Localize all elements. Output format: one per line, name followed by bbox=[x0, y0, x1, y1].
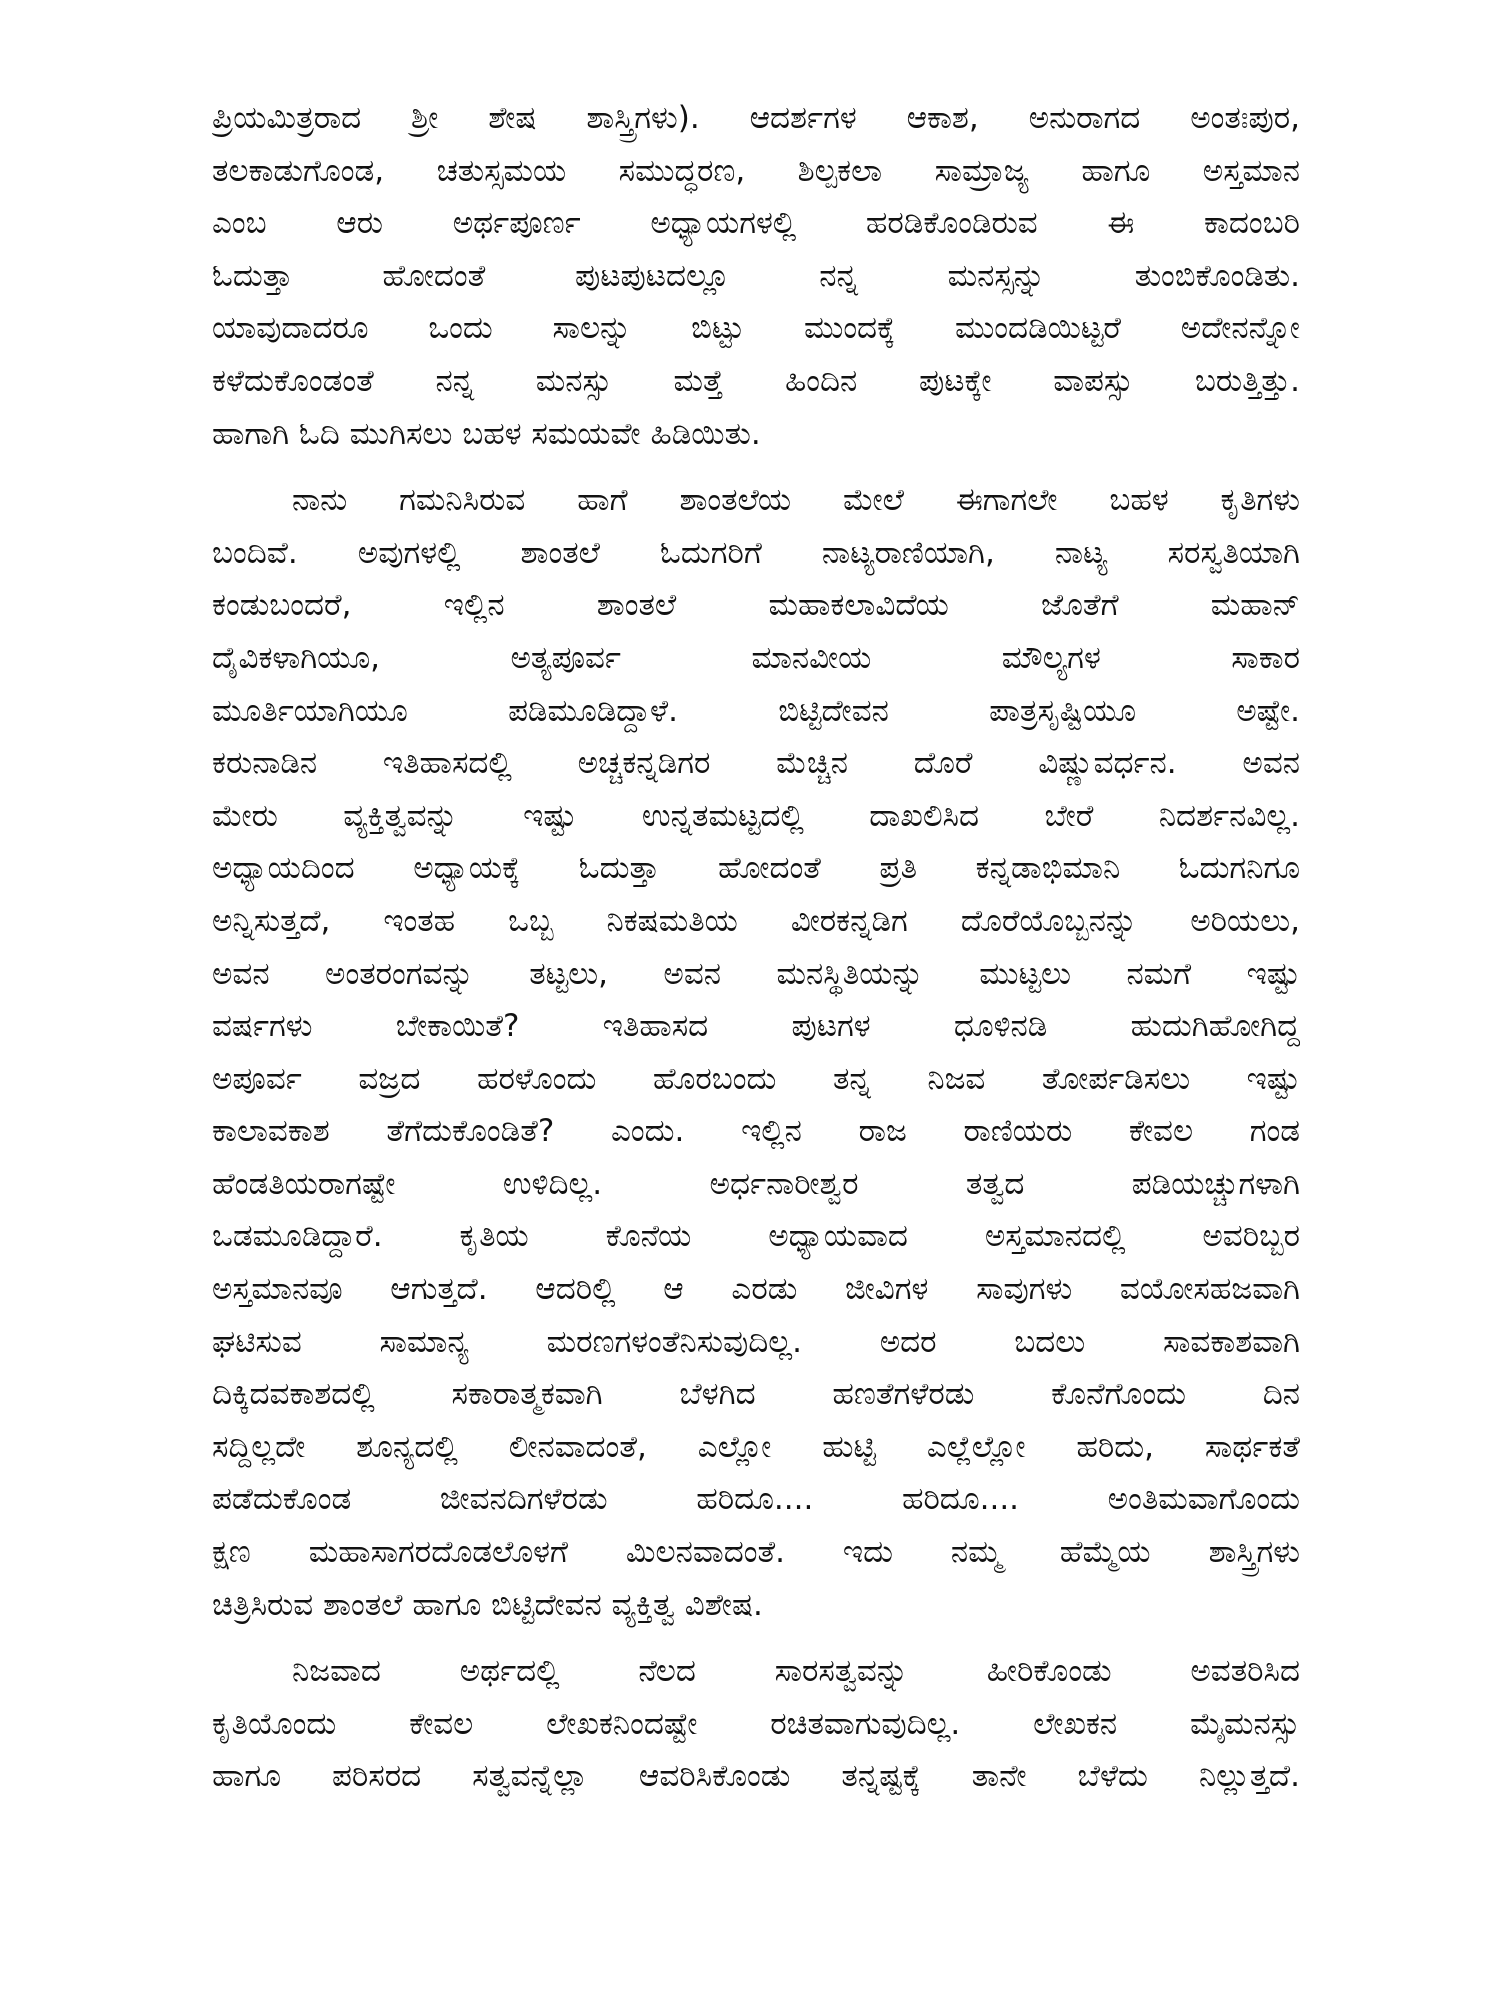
paragraph-1-line: ಪ್ರಿಯಮಿತ್ರರಾದ ಶ್ರೀ ಶೇಷ ಶಾಸ್ತ್ರಿಗಳು). ಆದರ್ಶಗಳ ಆಕಾಶ, ಅನುರಾಗದ ಅಂತಃಪುರ, bbox=[212, 100, 1300, 136]
paragraph-2-line: ಒಡಮೂಡಿದ್ದಾರೆ. ಕೃತಿಯ ಕೊನೆಯ ಅಧ್ಯಾಯವಾದ ಅಸ್ತಮಾನದಲ್ಲಿ ಅವರಿಬ್ಬರ bbox=[212, 1218, 1300, 1255]
paragraph-2-line: ಮೇರು ವ್ಯಕ್ತಿತ್ವವನ್ನು ಇಷ್ಟು ಉನ್ನತಮಟ್ಟದಲ್ಲಿ ದಾಖಲಿಸಿದ ಬೇರೆ ನಿದರ್ಶನವಿಲ್ಲ. bbox=[212, 797, 1300, 834]
paragraph-3-line: ಹಾಗೂ ಪರಿಸರದ ಸತ್ವವನ್ನೆಲ್ಲಾ ಆವರಿಸಿಕೊಂಡು ತನ್ನಷ್ಟಕ್ಕೆ ತಾನೇ ಬೆಳೆದು ನಿಲ್ಲುತ್ತದೆ. bbox=[212, 1758, 1300, 1795]
paragraph-3-line: ಕೃತಿಯೊಂದು ಕೇವಲ ಲೇಖಕನಿಂದಷ್ಟೇ ರಚಿತವಾಗುವುದಿಲ್ಲ. ಲೇಖಕನ ಮೈಮನಸ್ಸು bbox=[212, 1705, 1300, 1742]
paragraph-2-line: ಕಂಡುಬಂದರೆ, ಇಲ್ಲಿನ ಶಾಂತಲೆ ಮಹಾಕಲಾವಿದೆಯ ಜೊತೆಗೆ ಮಹಾನ್ bbox=[212, 587, 1300, 624]
paragraph-2-line: ಹೆಂಡತಿಯರಾಗಷ್ಟೇ ಉಳಿದಿಲ್ಲ. ಅರ್ಧನಾರೀಶ್ವರ ತತ್ವದ ಪಡಿಯಚ್ಚುಗಳಾಗಿ bbox=[212, 1165, 1300, 1202]
paragraph-2-line: ಕರುನಾಡಿನ ಇತಿಹಾಸದಲ್ಲಿ ಅಚ್ಚಕನ್ನಡಿಗರ ಮೆಚ್ಚಿನ ದೊರೆ ವಿಷ್ಣುವರ್ಧನ. ಅವನ bbox=[212, 745, 1300, 782]
paragraph-1-line: ಓದುತ್ತಾ ಹೋದಂತೆ ಪುಟಪುಟದಲ್ಲೂ ನನ್ನ ಮನಸ್ಸನ್ನು ತುಂಬಿಕೊಂಡಿತು. bbox=[212, 257, 1300, 294]
paragraph-1-line: ಯಾವುದಾದರೂ ಒಂದು ಸಾಲನ್ನು ಬಿಟ್ಟು ಮುಂದಕ್ಕೆ ಮುಂದಡಿಯಿಟ್ಟರೆ ಅದೇನನ್ನೋ bbox=[212, 310, 1300, 347]
paragraph-gap bbox=[212, 1631, 1300, 1645]
paragraph-2-line: ಅವನ ಅಂತರಂಗವನ್ನು ತಟ್ಟಲು, ಅವನ ಮನಸ್ಥಿತಿಯನ್ನು ಮುಟ್ಟಲು ನಮಗೆ ಇಷ್ಟು bbox=[212, 955, 1300, 992]
paragraph-2-line: ಕ್ಷಣ ಮಹಾಸಾಗರದೊಡಲೊಳಗೆ ಮಿಲನವಾದಂತೆ. ಇದು ನಮ್ಮ ಹೆಮ್ಮೆಯ ಶಾಸ್ತ್ರಿಗಳು bbox=[212, 1534, 1300, 1571]
paragraph-2-line: ಪಡೆದುಕೊಂಡ ಜೀವನದಿಗಳೆರಡು ಹರಿದೂ.... ಹರಿದೂ.... ಅಂತಿಮವಾಗೊಂದು bbox=[212, 1481, 1300, 1518]
paragraph-2-line: ದಿಕ್ಕಿದವಕಾಶದಲ್ಲಿ ಸಕಾರಾತ್ಮಕವಾಗಿ ಬೆಳಗಿದ ಹಣತೆಗಳೆರಡು ಕೊನೆಗೊಂದು ದಿನ bbox=[212, 1376, 1300, 1413]
paragraph-1-line: ಎಂಬ ಆರು ಅರ್ಥಪೂರ್ಣ ಅಧ್ಯಾಯಗಳಲ್ಲಿ ಹರಡಿಕೊಂಡಿರುವ ಈ ಕಾದಂಬರಿ bbox=[212, 205, 1300, 242]
paragraph-2-line: ನಾನು ಗಮನಿಸಿರುವ ಹಾಗೆ ಶಾಂತಲೆಯ ಮೇಲೆ ಈಗಾಗಲೇ ಬಹಳ ಕೃತಿಗಳು bbox=[292, 482, 1300, 519]
paragraph-1-line: ಹಾಗಾಗಿ ಓದಿ ಮುಗಿಸಲು ಬಹಳ ಸಮಯವೇ ಹಿಡಿಯಿತು. bbox=[212, 415, 761, 452]
paragraph-2-line: ಸದ್ದಿಲ್ಲದೇ ಶೂನ್ಯದಲ್ಲಿ ಲೀನವಾದಂತೆ, ಎಲ್ಲೋ ಹುಟ್ಟಿ ಎಲ್ಲೆಲ್ಲೋ ಹರಿದು, ಸಾರ್ಥಕತೆ bbox=[212, 1428, 1300, 1465]
paragraph-2-line: ಅಸ್ತಮಾನವೂ ಆಗುತ್ತದೆ. ಆದರಿಲ್ಲಿ ಆ ಎರಡು ಜೀವಿಗಳ ಸಾವುಗಳು ವಯೋಸಹಜವಾಗಿ bbox=[212, 1271, 1300, 1308]
paragraph-1-line: ತಲಕಾಡುಗೊಂಡ, ಚತುಸ್ಸಮಯ ಸಮುದ್ಧರಣ, ಶಿಲ್ಪಕಲಾ ಸಾಮ್ರಾಜ್ಯ ಹಾಗೂ ಅಸ್ತಮಾನ bbox=[212, 152, 1300, 189]
paragraph-2-line: ಘಟಿಸುವ ಸಾಮಾನ್ಯ ಮರಣಗಳಂತೆನಿಸುವುದಿಲ್ಲ. ಅದರ ಬದಲು ಸಾವಕಾಶವಾಗಿ bbox=[212, 1323, 1300, 1360]
paragraph-2-line: ದೈವಿಕಳಾಗಿಯೂ, ಅತ್ಯಪೂರ್ವ ಮಾನವೀಯ ಮೌಲ್ಯಗಳ ಸಾಕಾರ bbox=[212, 639, 1300, 676]
paragraph-2-line: ಅನ್ನಿಸುತ್ತದೆ, ಇಂತಹ ಒಬ್ಬ ನಿಕಷಮತಿಯ ವೀರಕನ್ನಡಿಗ ದೊರೆಯೊಬ್ಬನನ್ನು ಅರಿಯಲು, bbox=[212, 902, 1300, 939]
paragraph-2-line: ಮೂರ್ತಿಯಾಗಿಯೂ ಪಡಿಮೂಡಿದ್ದಾಳೆ. ಬಿಟ್ಟಿದೇವನ ಪಾತ್ರಸೃಷ್ಟಿಯೂ ಅಷ್ಟೇ. bbox=[212, 692, 1300, 729]
paragraph-2-line: ವರ್ಷಗಳು ಬೇಕಾಯಿತೆ? ಇತಿಹಾಸದ ಪುಟಗಳ ಧೂಳಿನಡಿ ಹುದುಗಿಹೋಗಿದ್ದ bbox=[212, 1008, 1300, 1045]
paragraph-2-line: ಅಪೂರ್ವ ವಜ್ರದ ಹರಳೊಂದು ಹೊರಬಂದು ತನ್ನ ನಿಜವ ತೋರ್ಪಡಿಸಲು ಇಷ್ಟು bbox=[212, 1060, 1300, 1097]
paragraph-2-line: ಕಾಲಾವಕಾಶ ತೆಗೆದುಕೊಂಡಿತೆ? ಎಂದು. ಇಲ್ಲಿನ ರಾಜ ರಾಣಿಯರು ಕೇವಲ ಗಂಡ bbox=[212, 1113, 1300, 1150]
paragraph-1-line: ಕಳೆದುಕೊಂಡಂತೆ ನನ್ನ ಮನಸ್ಸು ಮತ್ತೆ ಹಿಂದಿನ ಪುಟಕ್ಕೇ ವಾಪಸ್ಸು ಬರುತ್ತಿತ್ತು. bbox=[212, 362, 1300, 399]
paragraph-3-line: ನಿಜವಾದ ಅರ್ಥದಲ್ಲಿ ನೆಲದ ಸಾರಸತ್ವವನ್ನು ಹೀರಿಕೊಂಡು ಅವತರಿಸಿದ bbox=[292, 1653, 1300, 1690]
paragraph-2-line: ಚಿತ್ರಿಸಿರುವ ಶಾಂತಲೆ ಹಾಗೂ ಬಿಟ್ಟಿದೇವನ ವ್ಯಕ್ತಿತ್ವ ವಿಶೇಷ. bbox=[212, 1586, 763, 1623]
paragraph-2-line: ಅಧ್ಯಾಯದಿಂದ ಅಧ್ಯಾಯಕ್ಕೆ ಓದುತ್ತಾ ಹೋದಂತೆ ಪ್ರತಿ ಕನ್ನಡಾಭಿಮಾನಿ ಓದುಗನಿಗೂ bbox=[212, 850, 1300, 887]
paragraph-2-line: ಬಂದಿವೆ. ಅವುಗಳಲ್ಲಿ ಶಾಂತಲೆ ಓದುಗರಿಗೆ ನಾಟ್ಯರಾಣಿಯಾಗಿ, ನಾಟ್ಯ ಸರಸ್ವತಿಯಾಗಿ bbox=[212, 534, 1300, 571]
body-text bbox=[212, 92, 1300, 1803]
paragraph-gap bbox=[212, 460, 1300, 474]
